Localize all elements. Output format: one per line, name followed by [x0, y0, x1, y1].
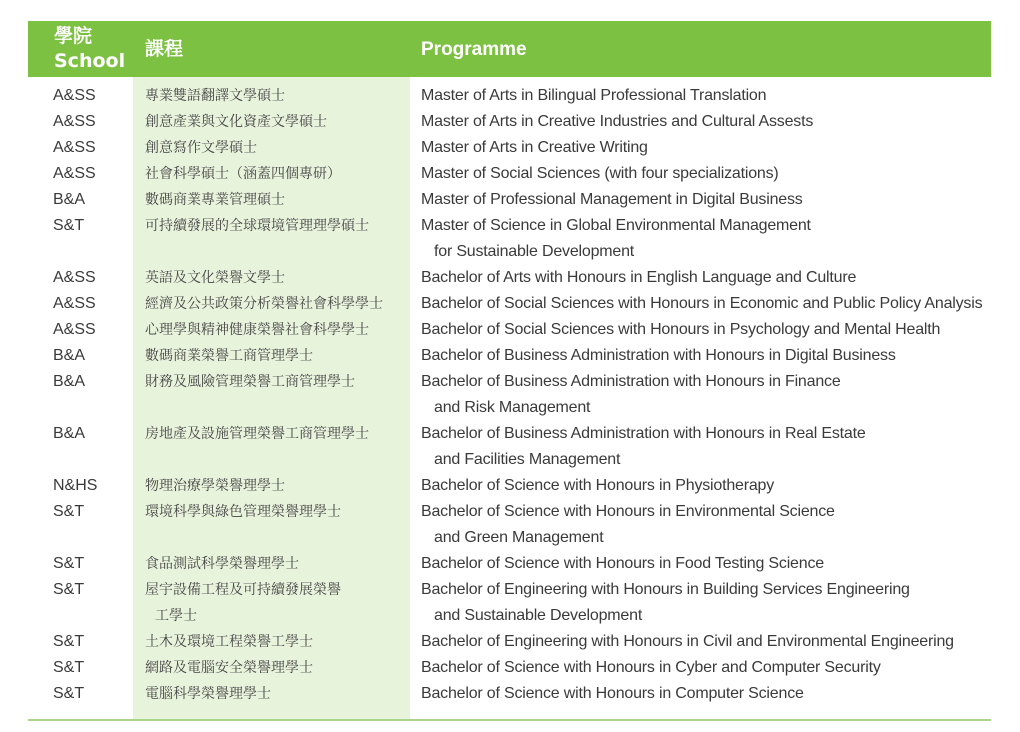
course-cell: [145, 317, 421, 343]
programme-cell: [421, 577, 991, 629]
course-line: 財務及風險管理榮譽工商管理學士: [145, 374, 355, 390]
programme-cell: [421, 291, 991, 317]
programme-line: Master of Arts in Creative Writing: [421, 139, 648, 156]
table-header: [28, 21, 991, 77]
school-cell: A&SS: [53, 295, 96, 312]
course-cell: [145, 681, 421, 707]
school-cell: B&A: [53, 191, 86, 208]
programme-cell: [421, 369, 991, 421]
table-row: [28, 499, 991, 551]
table-row: [28, 369, 991, 421]
programme-cell: [421, 213, 991, 265]
school-cell: A&SS: [53, 165, 96, 182]
table-row: [28, 681, 991, 707]
programme-line: Bachelor of Science with Honours in Environmental Science: [421, 503, 835, 520]
table-row: [28, 161, 991, 187]
course-cell: [145, 421, 421, 473]
course-line: 社會科學碩士（涵蓋四個專研）: [145, 166, 341, 182]
programme-line: Bachelor of Business Administration with Honours in Finance: [421, 373, 841, 390]
programme-line: Bachelor of Engineering with Honours in Civil and Environmental Engineering: [421, 633, 954, 650]
programme-cell: [421, 421, 991, 473]
course-cell: [145, 187, 421, 213]
course-line: 環境科學與綠色管理榮譽理學士: [145, 504, 341, 520]
school-cell: B&A: [53, 373, 86, 390]
table-row: [28, 83, 991, 109]
programme-cell: [421, 681, 991, 707]
course-cell: [145, 499, 421, 551]
header-school: [54, 24, 125, 74]
programme-line: Master of Arts in Creative Industries and Cultural Assests: [421, 113, 814, 130]
programme-line: Bachelor of Business Administration with Honours in Digital Business: [421, 347, 896, 364]
programme-cell: [421, 473, 991, 499]
programme-line: for Sustainable Development: [434, 243, 635, 260]
programme-line: Master of Professional Management in Digital Business: [421, 191, 803, 208]
table-row: [28, 135, 991, 161]
course-line: 土木及環境工程榮譽工學士: [145, 634, 313, 650]
table-row: [28, 213, 991, 265]
course-line: 心理學與精神健康榮譽社會科學學士: [145, 322, 369, 338]
course-cell: [145, 473, 421, 499]
table-row: [28, 421, 991, 473]
course-cell: [145, 629, 421, 655]
table-row: [28, 187, 991, 213]
course-line: 英語及文化榮譽文學士: [145, 270, 285, 286]
header-school-zh: 學院: [54, 25, 93, 47]
programme-line: Bachelor of Business Administration with Honours in Real Estate: [421, 425, 866, 442]
school-cell: A&SS: [53, 139, 96, 156]
school-cell: S&T: [53, 217, 85, 234]
programme-cell: [421, 343, 991, 369]
school-cell: S&T: [53, 685, 85, 702]
course-cell: [145, 551, 421, 577]
programme-line: Bachelor of Science with Honours in Food Testing Science: [421, 555, 824, 572]
course-cell: [145, 343, 421, 369]
school-cell: A&SS: [53, 87, 96, 104]
programme-line: Bachelor of Social Sciences with Honours in Economic and Public Policy Analysis: [421, 295, 983, 312]
course-line: 專業雙語翻譯文學碩士: [145, 88, 285, 104]
course-cell: [145, 161, 421, 187]
school-cell: A&SS: [53, 321, 96, 338]
school-cell: S&T: [53, 633, 85, 650]
course-line: 網路及電腦安全榮譽理學士: [145, 660, 313, 676]
header-school-en: School: [54, 50, 126, 72]
programme-cell: [421, 187, 991, 213]
course-cell: [145, 655, 421, 681]
course-line: 工學士: [155, 608, 197, 624]
programme-line: Bachelor of Arts with Honours in English Language and Culture: [421, 269, 857, 286]
table-row: [28, 317, 991, 343]
programme-table: [28, 21, 991, 721]
school-cell: S&T: [53, 555, 85, 572]
programme-line: Bachelor of Social Sciences with Honours in Psychology and Mental Health: [421, 321, 941, 338]
course-cell: [145, 83, 421, 109]
programme-cell: [421, 499, 991, 551]
programme-cell: [421, 655, 991, 681]
table-row: [28, 109, 991, 135]
school-cell: B&A: [53, 347, 86, 364]
programme-cell: [421, 317, 991, 343]
programme-line: Bachelor of Science with Honours in Cyber and Computer Security: [421, 659, 881, 676]
school-cell: A&SS: [53, 113, 96, 130]
programme-cell: [421, 161, 991, 187]
programme-line: and Green Management: [434, 529, 604, 546]
table-body: [28, 77, 991, 721]
school-cell: S&T: [53, 503, 85, 520]
table-row: [28, 473, 991, 499]
table-row: [28, 343, 991, 369]
course-cell: [145, 291, 421, 317]
programme-cell: [421, 135, 991, 161]
course-line: 創意寫作文學碩士: [145, 140, 257, 156]
table-row: [28, 629, 991, 655]
course-line: 數碼商業專業管理碩士: [145, 192, 285, 208]
course-cell: [145, 577, 421, 629]
course-cell: [145, 109, 421, 135]
programme-cell: [421, 629, 991, 655]
course-line: 房地產及設施管理榮譽工商管理學士: [145, 426, 369, 442]
programme-line: Bachelor of Science with Honours in Computer Science: [421, 685, 804, 702]
school-cell: N&HS: [53, 477, 98, 494]
course-line: 可持續發展的全球環境管理理學碩士: [145, 218, 369, 234]
programme-cell: [421, 551, 991, 577]
course-cell: [145, 135, 421, 161]
programme-line: Master of Science in Global Environmental Management: [421, 217, 811, 234]
table-row: [28, 551, 991, 577]
header-programme: Programme: [421, 39, 527, 60]
programme-line: and Facilities Management: [434, 451, 621, 468]
school-cell: A&SS: [53, 269, 96, 286]
programme-line: and Risk Management: [434, 399, 591, 416]
table-row: [28, 655, 991, 681]
school-cell: S&T: [53, 659, 85, 676]
course-line: 電腦科學榮譽理學士: [145, 686, 271, 702]
school-cell: S&T: [53, 581, 85, 598]
programme-cell: [421, 265, 991, 291]
programme-line: Bachelor of Engineering with Honours in Building Services Engineering: [421, 581, 910, 598]
programme-line: Bachelor of Science with Honours in Physiotherapy: [421, 477, 775, 494]
programme-line: Master of Social Sciences (with four specializations): [421, 165, 779, 182]
course-cell: [145, 213, 421, 265]
table-row: [28, 265, 991, 291]
course-line: 創意產業與文化資產文學碩士: [145, 114, 327, 130]
course-line: 物理治療學榮譽理學士: [145, 478, 285, 494]
course-line: 數碼商業榮譽工商管理學士: [145, 348, 313, 364]
programme-line: Master of Arts in Bilingual Professional Translation: [421, 87, 767, 104]
programme-cell: [421, 83, 991, 109]
course-cell: [145, 265, 421, 291]
course-line: 屋宇設備工程及可持續發展榮譽: [145, 582, 341, 598]
course-cell: [145, 369, 421, 421]
table-row: [28, 577, 991, 629]
course-line: 食品測試科學榮譽理學士: [145, 556, 299, 572]
school-cell: B&A: [53, 425, 86, 442]
course-line: 經濟及公共政策分析榮譽社會科學學士: [145, 296, 383, 312]
programme-line: and Sustainable Development: [434, 607, 643, 624]
header-course: 課程: [145, 38, 184, 60]
table-row: [28, 291, 991, 317]
programme-cell: [421, 109, 991, 135]
